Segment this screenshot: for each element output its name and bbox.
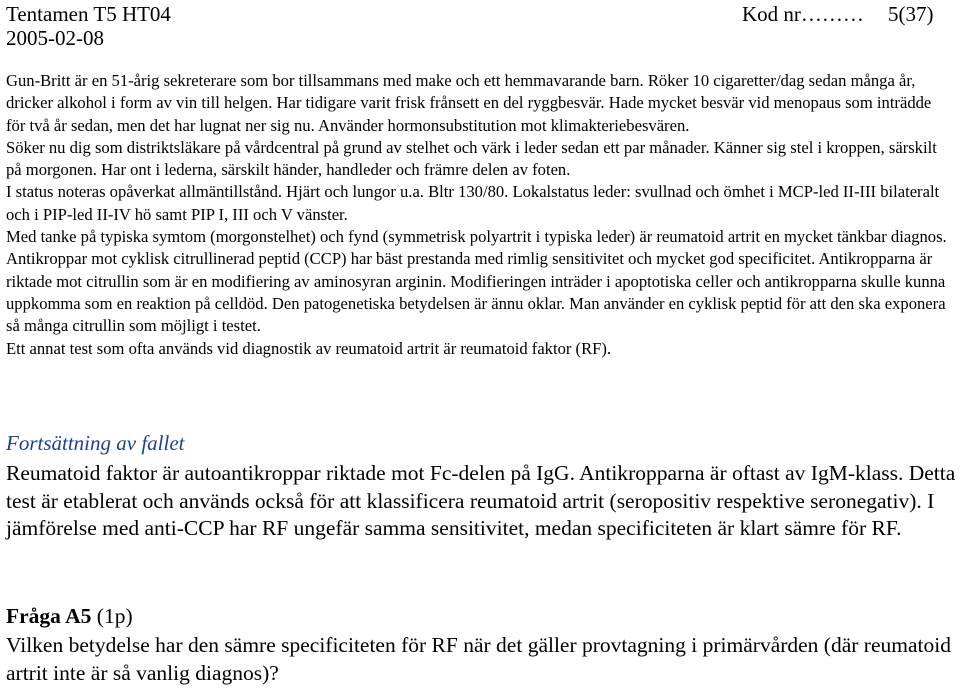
question-text: Vilken betydelse har den sämre specificiteten för RF när det gäller provtagning i primärvården (där reumatoid artrit inte är så vanlig diagnos)? [6,633,951,685]
case-paragraph: Antikroppar mot cyklisk citrullinerad peptid (CCP) har bäst prestanda med rimlig sensitivitet och mycket god specificitet. Antikropparna är riktade mot citrullin som är en modifiering av aminosyran arginin. Modifieringen inträder i apoptotiska celler och antikropparna skulle kunna uppkomma som en reaktion på celldöd. Den patogenetiska betydelsen är ännu oklar. Man använder en cyklisk peptid för att den ska exponera så många citrullin som möjligt i testet. [6,249,946,336]
question-label: Fråga A5 [6,604,92,628]
exam-title: Tentamen T5 HT04 [6,2,171,26]
code-number-field: Kod nr……… [742,2,864,26]
case-paragraph: I status noteras opåverkat allmäntillstånd. Hjärt och lungor u.a. Bltr 130/80. Lokalstatus leder: svullnad och ömhet i MCP-led II-III bilateralt och i PIP-led II-IV hö samt PIP I, III och V vänster. [6,182,940,224]
case-paragraph: Gun-Britt är en 51-årig sekreterare som bor tillsammans med make och ett hemmavarande barn. Röker 10 cigaretter/dag sedan många år, dricker alkohol i form av vin till helgen. Har tidigare varit frisk frånsett en del ryggbesvär. Hade mycket besvär vid menopaus som inträdde för två år sedan, men det har lugnat ner sig nu. Använder hormonsubstitution mot klimakteriebesvären. [6,71,932,135]
question-heading [6,603,133,631]
continuation-text: Reumatoid faktor är autoantikroppar riktade mot Fc-delen på IgG. Antikropparna är oftast av IgM-klass. Detta test är etablerat och används också för att klassificera reumatoid artrit (seropositiv respektive seronegativ). I jämförelse med anti-CCP har RF ungefär samma sensitivitet, medan specificiteten är klart sämre för RF. [6,461,956,540]
case-description [6,70,954,360]
continuation-heading: Fortsättning av fallet [6,431,185,455]
case-paragraph: Med tanke på typiska symtom (morgonstelhet) och fynd (symmetrisk polyartrit i typiska leder) är reumatoid artrit en mycket tänkbar diagnos. [6,227,947,247]
case-paragraph: Ett annat test som ofta används vid diagnostik av reumatoid artrit är reumatoid faktor (RF). [6,338,612,358]
exam-date: 2005-02-08 [6,26,104,50]
case-paragraph: Söker nu dig som distriktsläkare på vårdcentral på grund av stelhet och värk i leder sedan ett par månader. Känner sig stel i kroppen, särskilt på morgonen. Har ont i lederna, särskilt händer, handleder och främre delen av foten. [6,137,937,180]
page-number: 5(37) [888,2,934,26]
question-points: (1p) [96,604,133,628]
